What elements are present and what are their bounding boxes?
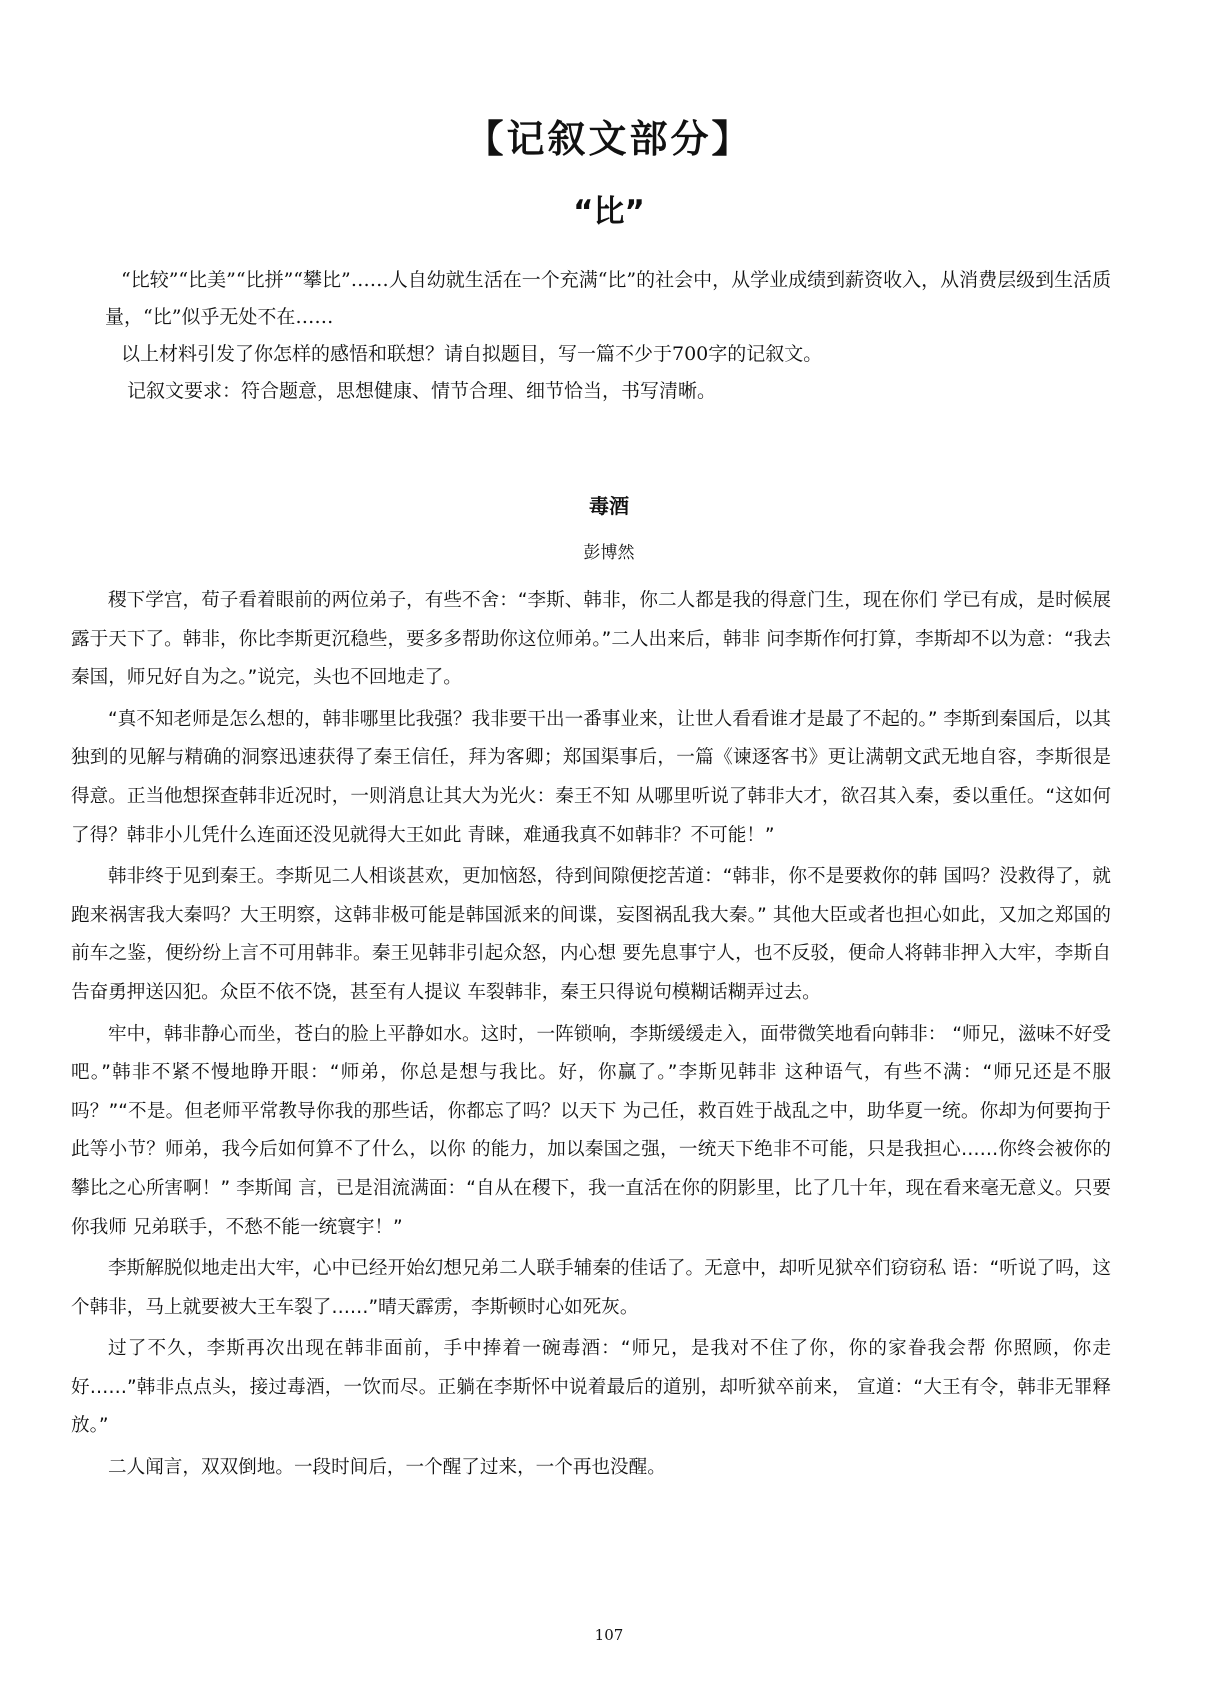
essay-paragraph: 韩非终于见到秦王。李斯见二人相谈甚欢，更加恼怒，待到间隙便挖苦道：“韩非，你不是要救你的韩 国吗？没救得了，就跑来祸害我大秦吗？大王明察，这韩非极可能是韩国派来的间谍，妄图祸乱我大秦。” 其他大臣或者也担心如此，又加之郑国的前车之鉴，便纷纷上言不可用韩非。秦王见韩非引起众怒，内心想 要先息事宁人，也不反驳，便命人将韩非押入大牢，李斯自告奋勇押送囚犯。众臣不依不饶，甚至有人提议 车裂韩非，秦王只得说句模糊话糊弄过去。 [71, 866, 1111, 1003]
writing-prompt [105, 262, 1120, 410]
essay-title: 毒酒 [589, 494, 629, 518]
essay-paragraph: 稷下学宫，荀子看着眼前的两位弟子，有些不舍：“李斯、韩非，你二人都是我的得意门生，现在你们 学已有成，是时候展露于天下了。韩非，你比李斯更沉稳些，要多多帮助你这位师弟。”二人出来后，韩非 问李斯作何打算，李斯却不以为意：“我去秦国，师兄好自为之。”说完，头也不回地走了。 [71, 590, 1111, 689]
essay-paragraph: “真不知老师是怎么想的，韩非哪里比我强？我非要干出一番事业来，让世人看看谁才是最了不起的。” 李斯到秦国后，以其独到的见解与精确的洞察迅速获得了秦王信任，拜为客卿；郑国渠事后，一篇《谏逐客书》更让满朝文武无地自容，李斯很是得意。正当他想探查韩非近况时，一则消息让其大为光火：秦王不知 从哪里听说了韩非大才，欲召其入秦，委以重任。“这如何了得？韩非小儿凭什么连面还没见就得大王如此 青睐，难通我真不如韩非？不可能！” [71, 708, 1111, 846]
prompt-requirements: 记叙文要求：符合题意，思想健康、情节合理、细节恰当，书写清晰。 [127, 380, 717, 402]
prompt-instruction: 以上材料引发了你怎样的感悟和联想？请自拟题目，写一篇不少于700字的记叙文。 [121, 343, 823, 365]
essay-author: 彭博然 [583, 543, 635, 563]
essay-paragraph: 过了不久，李斯再次出现在韩非面前，手中捧着一碗毒酒：“师兄，是我对不住了你，你的家眷我会帮 你照顾，你走好……”韩非点点头，接过毒酒，一饮而尽。正躺在李斯怀中说着最后的道别，却听狱卒前来， 宣道：“大王有令，韩非无罪释放。” [71, 1338, 1111, 1437]
essay-paragraph: 牢中，韩非静心而坐，苍白的脸上平静如水。这时，一阵锁响，李斯缓缓走入，面带微笑地看向韩非： “师兄，滋味不好受吧。”韩非不紧不慢地睁开眼：“师弟，你总是想与我比。好，你赢了。”李斯见韩非 这种语气，有些不满：“师兄还是不服吗？”“不是。但老师平常教导你我的那些话，你都忘了吗？以天下 为己任，救百姓于战乱之中，助华夏一统。你却为何要拘于此等小节？师弟，我今后如何算不了什么，以你 的能力，加以秦国之强，一统天下绝非不可能，只是我担心……你终会被你的攀比之心所害啊！” 李斯闻 言，已是泪流满面：“自从在稷下，我一直活在你的阴影里，比了几十年，现在看来毫无意义。只要你我师 兄弟联手，不愁不能一统寰宇！” [71, 1023, 1111, 1238]
prompt-material: “比较”“比美”“比拼”“攀比”……人自幼就生活在一个充满“比”的社会中，从学业成绩到薪资收入，从消费层级到生活质量，“比”似乎无处不在…… [105, 269, 1112, 328]
essay-body [71, 582, 1111, 1491]
essay-paragraph: 李斯解脱似地走出大牢，心中已经开始幻想兄弟二人联手辅秦的佳话了。无意中，却听见狱卒们窃窃私 语：“听说了吗，这个韩非，马上就要被大王车裂了……”晴天霹雳，李斯顿时心如死灰。 [71, 1258, 1111, 1318]
section-heading: 【记叙文部分】 [465, 117, 753, 161]
page-number: 107 [594, 1626, 624, 1644]
prompt-title: “比” [573, 194, 645, 230]
essay-paragraph: 二人闻言，双双倒地。一段时间后，一个醒了过来，一个再也没醒。 [108, 1457, 666, 1479]
